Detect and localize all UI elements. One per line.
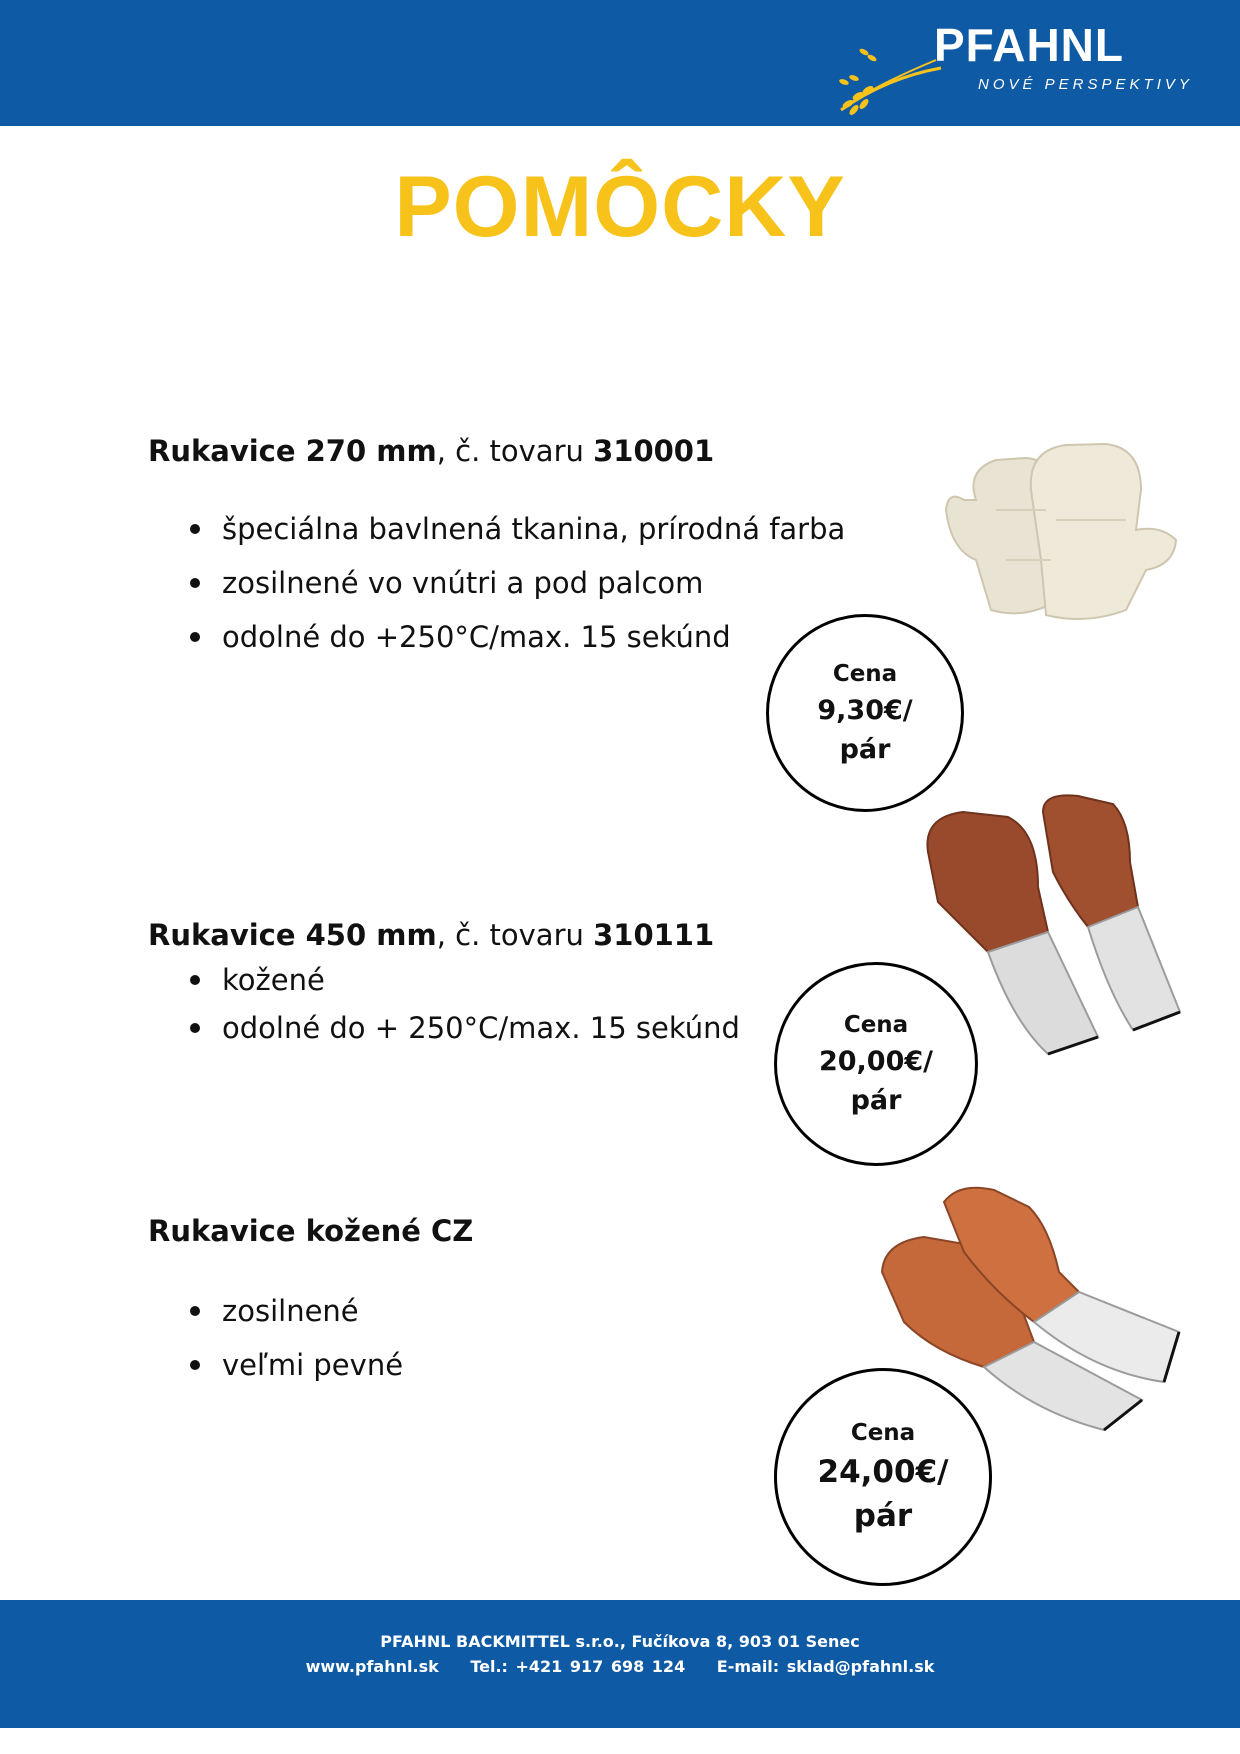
product-heading [148,918,740,952]
page-title: POMÔCKY [394,159,846,255]
product-code-label: , č. tovaru [436,918,594,952]
product-section-270mm [148,434,845,664]
price-badge [774,1368,992,1586]
feature-list [148,1284,473,1392]
feature-item: zosilnené [148,1284,473,1338]
product-heading [148,1214,473,1248]
website-link[interactable]: www.pfahnl.sk [305,1657,439,1676]
price-value: 20,00€/ [818,1046,934,1077]
contact-line [0,1657,1240,1676]
product-code: 310001 [593,434,715,468]
price-label: Cena [843,1012,909,1038]
price-value: 24,00€/ [817,1454,949,1490]
product-name: Rukavice 270 mm [148,434,437,468]
price-unit: pár [850,1085,902,1116]
brand-logo-text: PFAHNL [934,19,1124,71]
product-section-cz [148,1214,473,1392]
feature-item: špeciálna bavlnená tkanina, prírodná farba [148,502,845,556]
feature-list [148,956,740,1052]
price-unit: pár [839,734,891,765]
product-code: 310111 [593,918,715,952]
feature-list [148,502,845,664]
feature-item: veľmi pevné [148,1338,473,1392]
phone-number: Tel.: +421 917 698 124 [470,1657,686,1676]
brand-tagline: NOVÉ PERSPEKTIVY [978,76,1193,93]
price-badge [774,962,978,1166]
footer-bar [0,1600,1240,1728]
price-badge [766,614,964,812]
feature-item: zosilnené vo vnútri a pod palcom [148,556,845,610]
header-bar [0,0,1240,126]
cotton-mittens-image [936,430,1186,630]
company-address: PFAHNL BACKMITTEL s.r.o., Fučíkova 8, 903 01 Senec [380,1632,860,1651]
product-code-label: , č. tovaru [436,434,594,468]
feature-item: odolné do +250°C/max. 15 sekúnd [148,610,845,664]
feature-item: kožené [148,956,740,1004]
price-label: Cena [850,1420,916,1446]
price-value: 9,30€/ [817,695,913,726]
product-heading [148,434,845,468]
feature-item: odolné do + 250°C/max. 15 sekúnd [148,1004,740,1052]
price-unit: pár [853,1498,913,1534]
price-label: Cena [832,661,898,687]
product-name: Rukavice 450 mm [148,918,437,952]
product-name: Rukavice kožené CZ [148,1214,474,1248]
wheat-logo-icon [836,38,946,118]
email-address[interactable]: E-mail: sklad@pfahnl.sk [716,1657,935,1676]
product-section-450mm [148,918,740,1052]
